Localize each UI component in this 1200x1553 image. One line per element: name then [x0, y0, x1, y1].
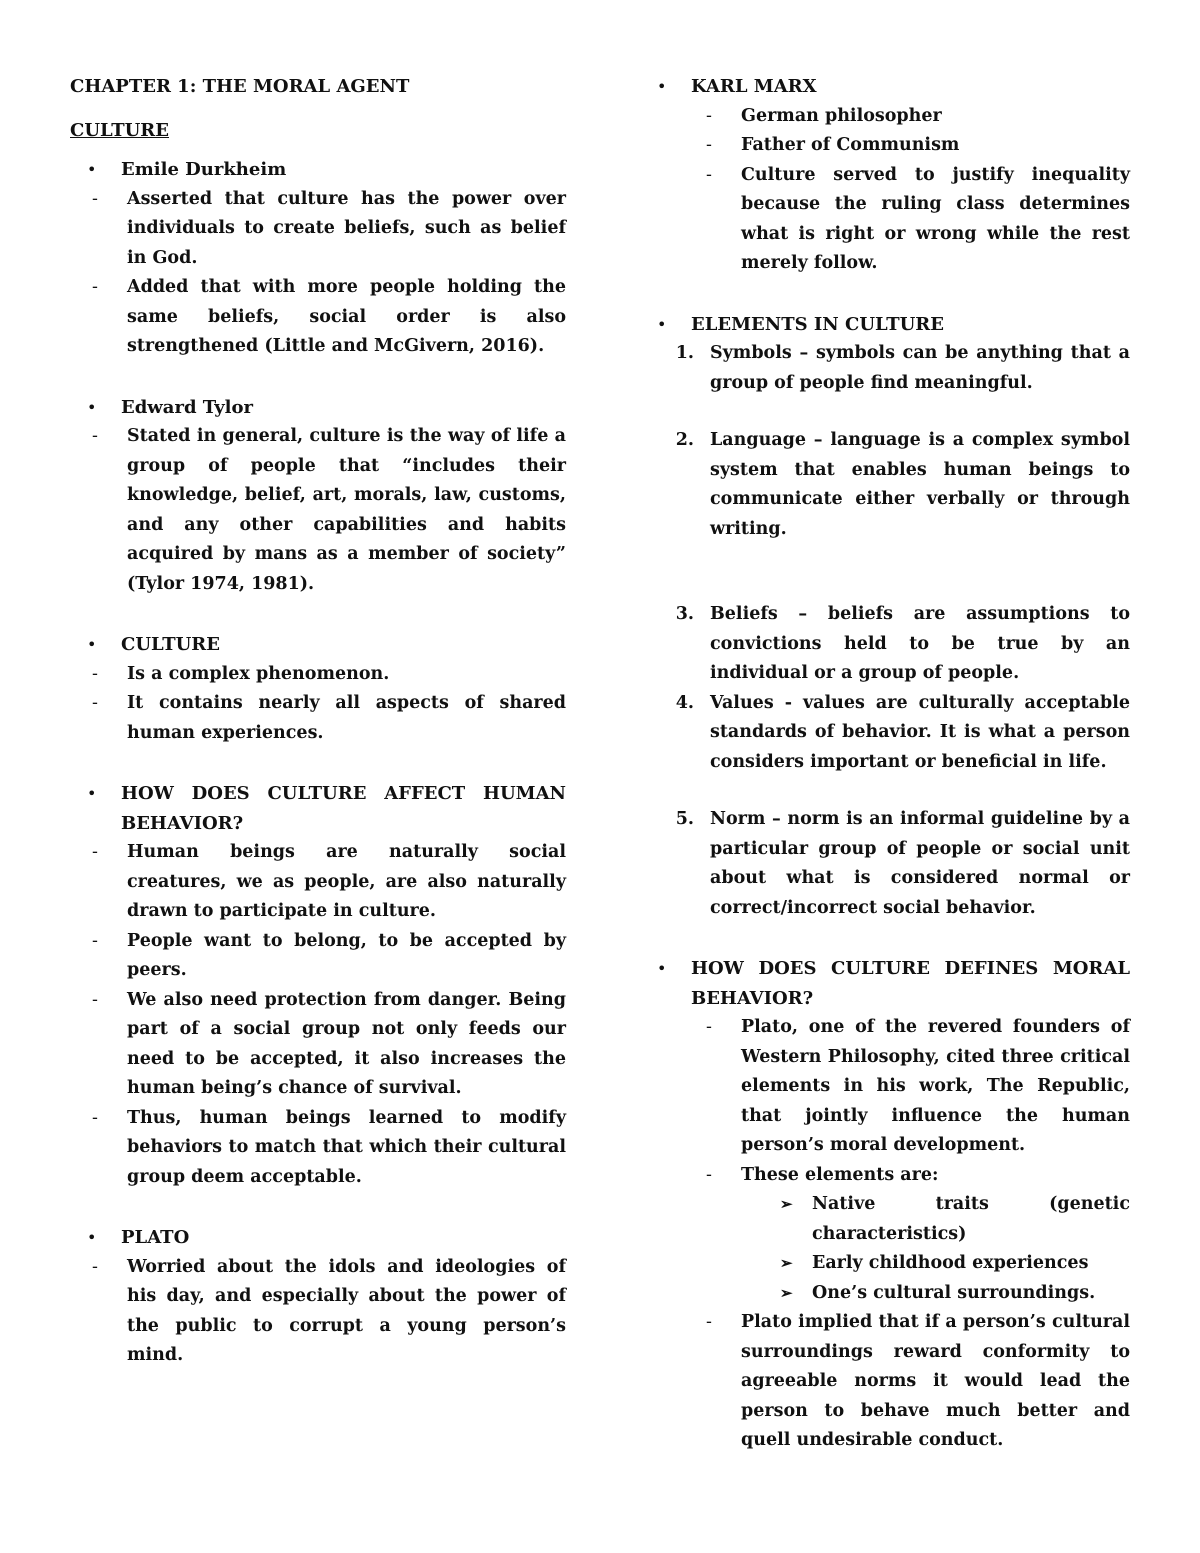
dash-icon: - [92, 426, 98, 446]
moral-point-2: - These elements are: [640, 1161, 1130, 1191]
element-item-values: 4. Values - values are culturally acceptable standards of behavior. It is what a person considers important or beneficial in life. [675, 692, 1130, 772]
marx-point-2: - Father of Communism [640, 131, 1130, 161]
dash-icon: - [92, 989, 98, 1010]
culture-point-1: - Is a complex phenomenon. [70, 660, 566, 690]
dash-icon: - [92, 693, 98, 713]
bullet-icon: • [87, 397, 97, 417]
tylor-heading: Edward Tylor [121, 396, 254, 418]
dash-icon: - [92, 663, 98, 684]
moral-heading: HOW DOES CULTURE DEFINES MORAL BEHAVIOR? [691, 958, 1130, 1009]
bullet-icon: • [87, 784, 97, 803]
marx-point-1: - German philosopher [640, 102, 1130, 132]
moral-point-1: - Plato, one of the revered founders of Western Philosophy, cited three critical elements in his work, The Republic, that jointly influence the human person’s moral development. [640, 1013, 1130, 1161]
bullet-moral [640, 954, 1130, 1013]
affect-heading: HOW DOES CULTURE AFFECT HUMAN BEHAVIOR? [121, 783, 566, 834]
element-item-language: 2. Language – language is a complex symbol system that enables human beings to communicate either verbally or through writing. [675, 430, 1130, 539]
dash-icon: - [92, 277, 98, 297]
section-title-culture: CULTURE [70, 119, 169, 141]
bullet-icon: • [87, 160, 97, 179]
bullet-icon: • [657, 314, 667, 334]
dash-icon: - [706, 135, 712, 155]
affect-point-3: - We also need protection from danger. Being part of a social group not only feeds our need to be accepted, it also increases the human being’s chance of survival. [70, 986, 566, 1104]
moral-sub-native-traits: ➢ Native traits (genetic characteristics) [640, 1190, 1130, 1249]
plato-heading: PLATO [121, 1227, 190, 1248]
bullet-icon: • [657, 77, 667, 96]
moral-sub-surroundings: ➢ One’s cultural surroundings. [640, 1279, 1130, 1309]
bullet-durkheim [70, 155, 566, 185]
right-column [640, 72, 1130, 1456]
dash-icon: - [92, 188, 98, 209]
durkheim-heading: Emile Durkheim [121, 159, 287, 180]
dash-icon: - [706, 105, 712, 126]
moral-sub-childhood: ➢ Early childhood experiences [640, 1249, 1130, 1279]
dash-icon: - [706, 164, 712, 185]
bullet-marx [640, 72, 1130, 102]
dash-icon: - [92, 1107, 98, 1128]
affect-point-2: - People want to belong, to be accepted by peers. [70, 927, 566, 986]
culture-heading: CULTURE [121, 634, 220, 655]
element-item-symbols: 1. Symbols – symbols can be anything that a group of people find meaningful. [675, 343, 1130, 393]
element-item-beliefs: 3. Beliefs – beliefs are assumptions to convictions held to be true by an individual or a group of people. [675, 604, 1130, 683]
bullet-affect [70, 779, 566, 838]
dash-icon: - [706, 1164, 712, 1185]
arrow-bullet-icon: ➢ [780, 1283, 793, 1302]
bullet-plato [70, 1223, 566, 1253]
element-item-norm: 5. Norm – norm is an informal guideline by a particular group of people or social unit about what is considered normal or correct/incorrect social behavior. [675, 809, 1130, 918]
arrow-bullet-icon: ➢ [780, 1195, 793, 1213]
affect-point-4: - Thus, human beings learned to modify behaviors to match that which their cultural group deem acceptable. [70, 1104, 566, 1193]
dash-icon: - [92, 930, 98, 951]
dash-icon: - [92, 1256, 98, 1277]
bullet-culture [70, 630, 566, 660]
bullet-tylor [70, 393, 566, 423]
dash-icon: - [92, 842, 98, 862]
left-column [70, 72, 566, 1371]
bullet-icon: • [87, 635, 97, 654]
marx-heading: KARL MARX [691, 76, 817, 97]
bullet-icon: • [657, 959, 667, 978]
culture-point-2: - It contains nearly all aspects of shared human experiences. [70, 689, 566, 748]
affect-point-1: - Human beings are naturally social creatures, we as people, are also naturally drawn to participate in culture. [70, 838, 566, 927]
marx-point-3: - Culture served to justify inequality because the ruling class determines what is right or wrong while the rest merely follow. [640, 161, 1130, 279]
bullet-elements [640, 310, 1130, 340]
chapter-title: CHAPTER 1: THE MORAL AGENT [70, 76, 410, 97]
moral-point-3: - Plato implied that if a person’s cultural surroundings reward conformity to agreeable norms it would lead the person to behave much better and quell undesirable conduct. [640, 1308, 1130, 1456]
plato-point-1: - Worried about the idols and ideologies of his day, and especially about the power of the public to corrupt a young person’s mind. [70, 1253, 566, 1371]
dash-icon: - [706, 1017, 712, 1037]
durkheim-point-1: - Asserted that culture has the power over individuals to create beliefs, such as belief in God. [70, 185, 566, 274]
arrow-bullet-icon: ➢ [780, 1254, 793, 1272]
tylor-point-1: - Stated in general, culture is the way of life a group of people that “includes their knowledge, belief, art, morals, law, customs, and any other capabilities and habits acquired by mans as a member of society” (Tylor 1974, 1981). [70, 422, 566, 599]
durkheim-point-2: - Added that with more people holding the same beliefs, social order is also strengthened (Little and McGivern, 2016). [70, 273, 566, 362]
dash-icon: - [706, 1312, 712, 1332]
bullet-icon: • [87, 1228, 97, 1247]
elements-heading: ELEMENTS IN CULTURE [691, 313, 944, 335]
